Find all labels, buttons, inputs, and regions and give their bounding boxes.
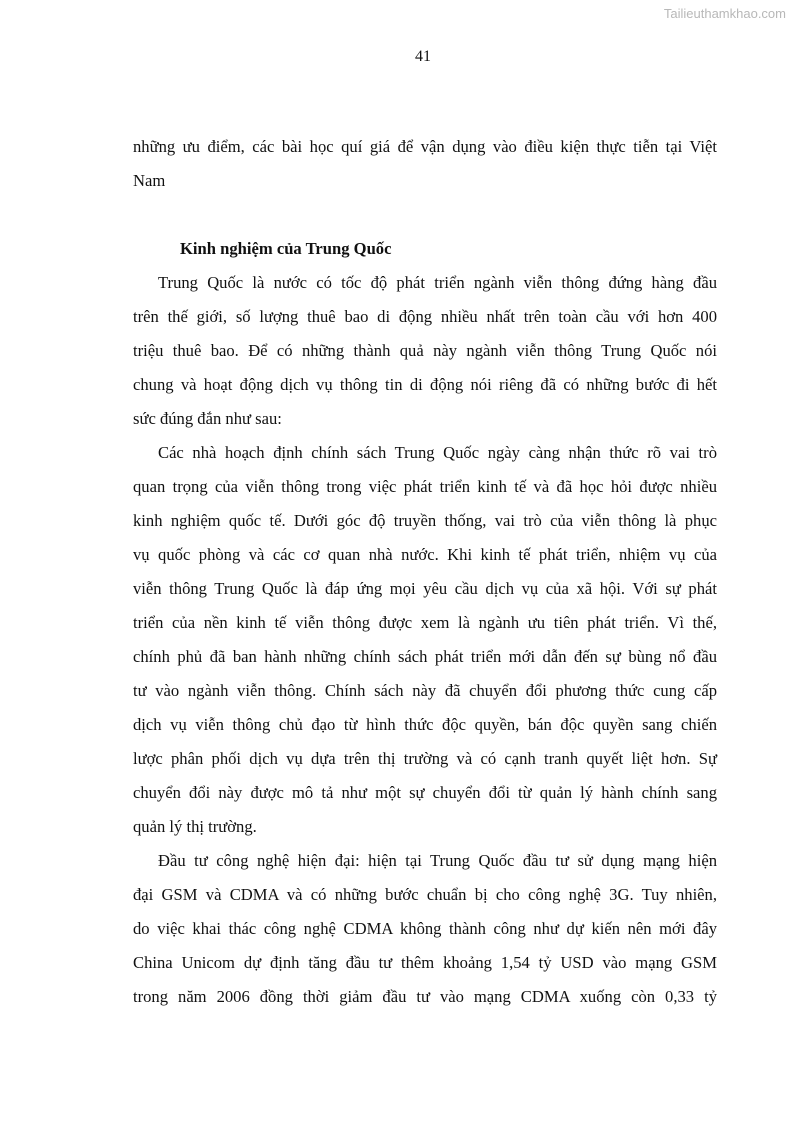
text-line: sức đúng đắn như sau: [133, 409, 282, 428]
text-line: tư vào ngành viễn thông. Chính sách này đã chuyển đổi phương thức cung cấp [133, 681, 717, 700]
text-line: do việc khai thác công nghệ CDMA không thành công như dự kiến nên mới đây [133, 919, 717, 938]
text-line: dịch vụ viễn thông chủ đạo từ hình thức độc quyền, bán độc quyền sang chiến [133, 715, 717, 734]
text-line: triển của nền kinh tế viễn thông được xem là ngành ưu tiên phát triển. Vì thế, [133, 613, 717, 632]
page-number: 41 [415, 48, 431, 65]
text-line: quan trọng của viễn thông trong việc phát triển kinh tế và đã học hỏi được nhiều [133, 477, 717, 496]
text-line: trong năm 2006 đồng thời giảm đầu tư vào mạng CDMA xuống còn 0,33 tỷ [133, 987, 717, 1006]
text-line: kinh nghiệm quốc tế. Dưới góc độ truyền thống, vai trò của viễn thông là phục [133, 511, 717, 530]
text-line: viễn thông Trung Quốc là đáp ứng mọi yêu cầu dịch vụ của xã hội. Với sự phát [133, 579, 717, 598]
text-line: Nam [133, 171, 166, 190]
text-line: trên thế giới, số lượng thuê bao di động nhiều nhất trên toàn cầu với hơn 400 [133, 307, 717, 326]
text-line: Các nhà hoạch định chính sách Trung Quốc ngày càng nhận thức rõ vai trò [158, 443, 717, 462]
text-line: những ưu điểm, các bài học quí giá để vận dụng vào điều kiện thực tiễn tại Việt [133, 137, 717, 156]
text-line: vụ quốc phòng và các cơ quan nhà nước. Khi kinh tế phát triển, nhiệm vụ của [133, 545, 717, 564]
text-line: triệu thuê bao. Để có những thành quả này ngành viễn thông Trung Quốc nói [133, 341, 717, 360]
text-line: lược phân phối dịch vụ dựa trên thị trường và có cạnh tranh quyết liệt hơn. Sự [133, 749, 717, 768]
watermark: Tailieuthamkhao.com [663, 6, 786, 21]
text-line: Trung Quốc là nước có tốc độ phát triển ngành viễn thông đứng hàng đầu [158, 273, 717, 292]
text-line: China Unicom dự định tăng đầu tư thêm khoảng 1,54 tỷ USD vào mạng GSM [133, 953, 717, 972]
text-line: đại GSM và CDMA và có những bước chuẩn bị cho công nghệ 3G. Tuy nhiên, [133, 885, 717, 904]
text-line: quản lý thị trường. [133, 817, 257, 836]
text-line: chuyển đổi này được mô tả như một sự chuyển đổi từ quản lý hành chính sang [133, 783, 717, 802]
text-line: chính phủ đã ban hành những chính sách phát triển mới dẫn đến sự bùng nổ đầu [133, 647, 717, 666]
text-line: Đầu tư công nghệ hiện đại: hiện tại Trung Quốc đầu tư sử dụng mạng hiện [158, 851, 717, 870]
section-heading: Kinh nghiệm của Trung Quốc [180, 239, 392, 258]
document-body [133, 134, 717, 1018]
paragraph-gap [133, 202, 717, 236]
text-line: chung và hoạt động dịch vụ thông tin di động nói riêng đã có những bước đi hết [133, 375, 717, 394]
